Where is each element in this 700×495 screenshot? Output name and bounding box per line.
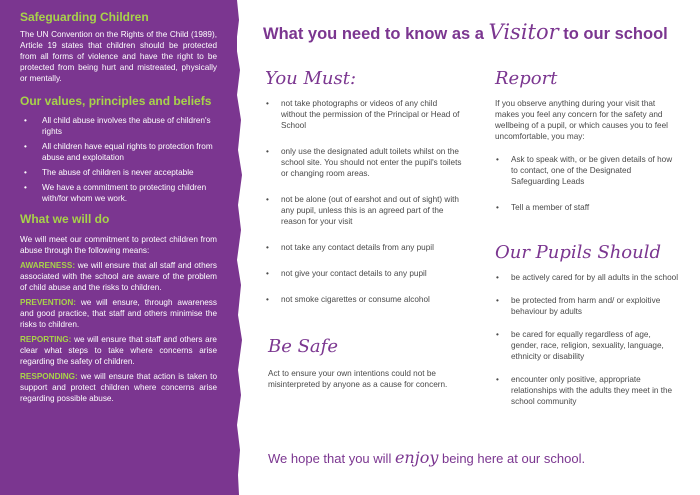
point-keyword: AWARENESS: (20, 261, 76, 270)
list-item: • only use the designated adult toilets whilst on the school site. You should not enter the pupil's toilets or changing room areas. (265, 146, 465, 179)
you-must-section (265, 68, 465, 305)
pupils-list (495, 272, 680, 407)
list-item: • Ask to speak with, or be given details of how to contact, one of the Designated Safeguarding Leads (495, 154, 680, 187)
prevention-point (20, 297, 217, 330)
list-item: • not take photographs or videos of any child without the permission of the Principal or Head of School (265, 98, 465, 131)
title-end: to our school (558, 25, 668, 43)
what-we-do-intro: We will meet our commitment to protect children from abuse through the following means: (20, 235, 217, 255)
list-item: • be actively cared for by all adults in the school (495, 272, 680, 283)
report-section (495, 68, 680, 213)
list-item: • Tell a member of staff (495, 202, 680, 213)
page-title (263, 20, 683, 44)
you-must-heading: You Must: (265, 68, 357, 89)
torn-edge (229, 0, 245, 495)
point-keyword: PREVENTION: (20, 298, 76, 307)
title-script-word: Visitor (488, 20, 559, 44)
responding-point (20, 371, 217, 404)
awareness-point (20, 260, 217, 293)
point-text: we will ensure that staff and others are clear what steps to take where concerns arise regarding the safety of children. (20, 335, 217, 366)
list-item: • not be alone (out of earshot and out of sight) with any pupil, unless this is an agreed part of the reason for your visit (265, 194, 465, 227)
footer-end: being here at our school. (438, 451, 586, 466)
point-keyword: REPORTING: (20, 335, 72, 344)
footer-start: We hope that you will (268, 451, 395, 466)
point-text: we will ensure that action is taken to support and protect children where concerns arise regarding possible abuse. (20, 372, 217, 403)
report-heading: Report (495, 68, 558, 89)
pupils-heading: Our Pupils Should (495, 242, 662, 263)
list-item: • We have a commitment to protecting children with/for whom we work. (20, 182, 217, 204)
list-item: • The abuse of children is never acceptable (20, 167, 217, 178)
you-must-list (265, 98, 465, 305)
list-item: • be cared for equally regardless of age, gender, race, religion, sexuality, language, ethnicity or disability (495, 329, 680, 362)
be-safe-text: Act to ensure your own intentions could not be misinterpreted by anyone as a cause for concern. (268, 369, 448, 389)
report-intro: If you observe anything during your visit that makes you feel any concern for the safety and wellbeing of a pupil, or which causes you to feel uncomfortable, you may: (495, 99, 668, 141)
list-item: • All children have equal rights to protection from abuse and exploitation (20, 141, 217, 163)
values-heading: Our values, principles and beliefs (20, 94, 212, 108)
report-list (495, 154, 680, 213)
footer-script-word: enjoy (394, 448, 439, 467)
point-text: we will ensure that all staff and others associated with the school are aware of the problem of child abuse and the risks to children. (20, 261, 217, 292)
list-item: • encounter only positive, appropriate relationships with the adults they meet in the school community (495, 374, 680, 407)
list-item: • be protected from harm and/ or exploitive behaviour by adults (495, 295, 680, 317)
what-we-do-heading: What we will do (20, 212, 110, 226)
left-panel (0, 0, 237, 495)
point-keyword: RESPONDING: (20, 372, 78, 381)
list-item: • All child abuse involves the abuse of children's rights (20, 115, 217, 137)
footer-message (268, 448, 688, 467)
reporting-point (20, 334, 217, 367)
safeguarding-heading: Safeguarding Children (20, 10, 149, 24)
list-item: • not smoke cigarettes or consume alcohol (265, 294, 465, 305)
title-start: What you need to know as a (263, 25, 489, 43)
list-item: • not give your contact details to any pupil (265, 268, 465, 279)
list-item: • not take any contact details from any pupil (265, 242, 465, 253)
be-safe-section (268, 336, 468, 390)
point-text: we will ensure, through awareness and good practice, that staff and others minimise the risks to children. (20, 298, 217, 329)
pupils-section (495, 242, 680, 407)
safeguarding-text: The UN Convention on the Rights of the Child (1989), Article 19 states that children should be protected from all forms of violence and have the right to be protected from being hurt and mistreated, physically or mentally. (20, 30, 217, 83)
values-list (20, 115, 217, 204)
be-safe-heading: Be Safe (268, 336, 338, 357)
